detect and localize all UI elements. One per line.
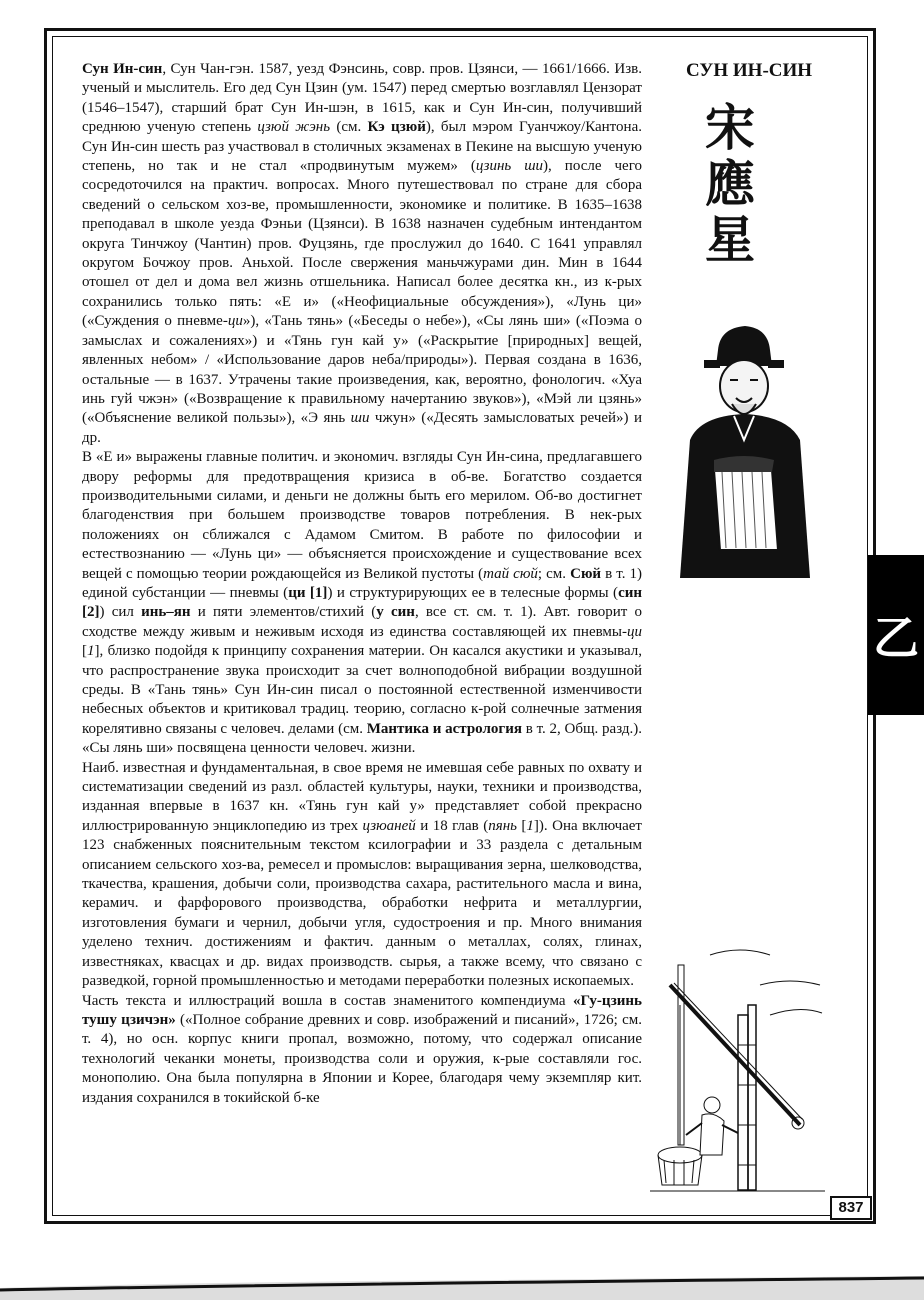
text-run: ци <box>627 623 642 640</box>
text-run: и пяти элементов/стихий ( <box>190 604 377 621</box>
text-run: инь–ян <box>141 604 191 621</box>
portrait-illustration <box>660 320 830 580</box>
chapter-side-tab <box>868 555 924 715</box>
scan-edge-shadow <box>0 1258 924 1300</box>
text-run: («Полное собрание древних и совр. изображений и писаний», 1726; см. т. 4), но осн. корпус книги пропал, возможно, потому, что содержал описание технологий чеканки монеты, производства соли и оружия, к-рые составляли гос. монополию. Она была популярна в Японии и Корее, благодаря чему экземпляр кит. издания сохранился в токийской б-ке <box>82 1011 642 1106</box>
text-run: ) сил <box>99 604 142 621</box>
well-sweep-illustration <box>650 945 825 1195</box>
text-run: »), «Тань тянь» («Беседы о небе»), «Сы лянь ши» («Поэма о замыслах и сожалениях») и «Тянь гун кай у» («Раскрытие [природных] вещей, явленных небом» / «Использование даров неба/природы»). Первая создана в 1636, остальные — в 1637. Утрачены такие произведения, как, вероятно, фонологич. «Хуа инь гуй чжэн» («Возвращение к правильному начертанию звуков»), «Мэй ли цзянь» («Объяснение великой пользы»), «Э янь <box>82 313 642 427</box>
text-run: в т. 1) единой субстанции — пневмы ( <box>82 565 643 601</box>
text-run: ], близко подойдя к принципу сохранения материи. Он касался акустики и указывал, что распространение звука происходит за счет волноподобной вибрации воздушной среды. В «Тань тянь» Сун Ин-син писал о постоянной естественной изменчивости небесных объектов и критиковал традиц. теорию, согласно к-рой солнечные затмения корелятивно связаны с человеч. делами (см. <box>82 643 642 737</box>
article-heading: СУН ИН-СИН <box>685 60 813 81</box>
text-run: , Сун Чан-гэн. 1587, уезд Фэнсинь, совр. пров. Цзянси, — 1661/1666. Изв. ученый и мыслитель. Его дед Сун Цзин (ум. 1547) перед смертью возглавлял Цензорат (1546–1547), старший брат Сун Ин-шэн, в 1615, как и Сун Ин-син, получивший среднюю ученую степень <box>82 61 642 136</box>
page-number: 837 <box>830 1196 872 1220</box>
text-run: син [2] <box>82 584 643 621</box>
text-run: , все ст. см. т. 1). Авт. говорит о сходстве между живым и неживым исходя из единства составляющей их пневмы- <box>82 604 643 640</box>
text-run: Кэ цзюй <box>367 119 426 136</box>
text-run: Наиб. известная и фундаментальная, в свое время не имевшая себе равных по охвату и систематизации сведений из разл. областей культуры, науки, техники и производства, изданная впервые в 1637 кн. «Тянь гун кай у» представляет собой прекрасно иллюстрированную энциклопедию из трех <box>82 759 642 834</box>
text-run: чжун» («Десять замысловатых речей») и др. <box>82 410 642 446</box>
text-run: Сюй <box>570 565 602 582</box>
text-run: ; см. <box>537 565 571 582</box>
text-run: пянь <box>488 817 517 834</box>
hanzi-char-2: 應 <box>705 156 755 212</box>
text-run: «Гу-цзинь тушу цзичэн» <box>82 992 642 1028</box>
text-run: ци [1] <box>288 584 328 601</box>
side-tab-glyph: 乙 <box>873 613 919 664</box>
chinese-name <box>700 100 760 268</box>
text-run: ), был мэром Гуанчжоу/Кантона. Сун Ин-син шесть раз участвовал в столичных экзаменах в Пекине на высшую ученую степень, но так и не стал «продвинутым мужем» ( <box>82 119 642 175</box>
text-run: Мантика и астрология <box>366 720 522 737</box>
text-run: Сун Ин-син <box>82 61 163 77</box>
text-run: и 18 глав ( <box>415 817 489 834</box>
text-run: ци <box>227 313 243 330</box>
text-run: 1 <box>87 643 95 660</box>
hanzi-char-3: 星 <box>705 212 755 268</box>
text-run: в т. 2, Общ. разд.). «Сы лянь ши» посвящена ценности человеч. жизни. <box>82 720 642 757</box>
text-run: [ <box>516 817 527 834</box>
text-run: тай сюй <box>483 565 538 582</box>
article-body <box>82 60 642 1108</box>
text-run: В «Е и» выражены главные политич. и экономич. взгляды Сун Ин-сина, предлагавшего двору реформы для предотвращения кризиса в об-ве. Богатство создается производительными силами, и деньги не должны быть его мерилом. Об-во достигнет благоденствия при большем производстве товаров потребления. В нек-рых положениях он сближался с Адамом Смитом. В работе по философии и естествознанию — «Лунь ци» — объясняется происхождение и существование всех вещей с помощью теории рождающейся из Великой пустоты ( <box>82 449 642 582</box>
text-run: ), после чего сосредоточился на практич. вопросах. Много путешествовал по стране для сбора сведений о сельском хоз-ве, промышленности, экономике и политике. В 1635–1638 преподавал в школе уезда Фэньи (Цзянси). В 1638 назначен судебным интендантом округа Тинчжоу (Чантин) пров. Фуцзянь, где прослужил до 1640. С 1641 управлял округом Бочжоу пров. Аньхой. После свержения маньчжурами дин. Мин в 1644 отошел от дел и дома вел жизнь отшельника. Написал более десятка кн., из к-рых сохранились только пять: «Е и» («Неофициальные обсуждения»), «Лунь ци» («Суждения о пневме- <box>82 158 642 330</box>
text-run: у син <box>376 604 415 621</box>
text-run: цзюй жэнь <box>257 119 331 136</box>
article-paragraph <box>82 60 642 448</box>
article-paragraph <box>82 992 642 1108</box>
text-run: цзюаней <box>362 817 416 834</box>
article-paragraph <box>82 448 642 759</box>
text-run: ) и структурирующих ее в телесные формы ( <box>327 584 619 601</box>
hanzi-char-1: 宋 <box>705 100 755 156</box>
text-run: [ <box>82 643 87 660</box>
text-run: 1 <box>526 817 534 834</box>
text-run: цзинь ши <box>475 158 544 175</box>
text-run: ши <box>350 410 370 427</box>
text-run: ]). Она включает 123 снабженных пояснительным текстом ксилографии и 33 раздела с детальным описанием сельского хоз-ва, ремесел и промыслов: выращивания зерна, шелководства, ткачества, крашения, добычи соли, производства сахара, растительного масла и вина, керамич. и фарфорового производства, обработки нефрита и металлургии, изготовления бумаги и чернил, добычи угля, судостроения и пр. Много внимания уделено технич. достижениям и фактич. данным о металлах, солях, глинах, известняках, квасцах и др. видах производств. сырья, а также всему, что связано с разведкой, горной промышленностью и методами переработки полезных ископаемых. <box>82 817 642 990</box>
text-run: Часть текста и иллюстраций вошла в состав знаменитого компендиума <box>82 992 573 1009</box>
text-run: (см. <box>330 119 368 136</box>
article-paragraph <box>82 759 642 992</box>
